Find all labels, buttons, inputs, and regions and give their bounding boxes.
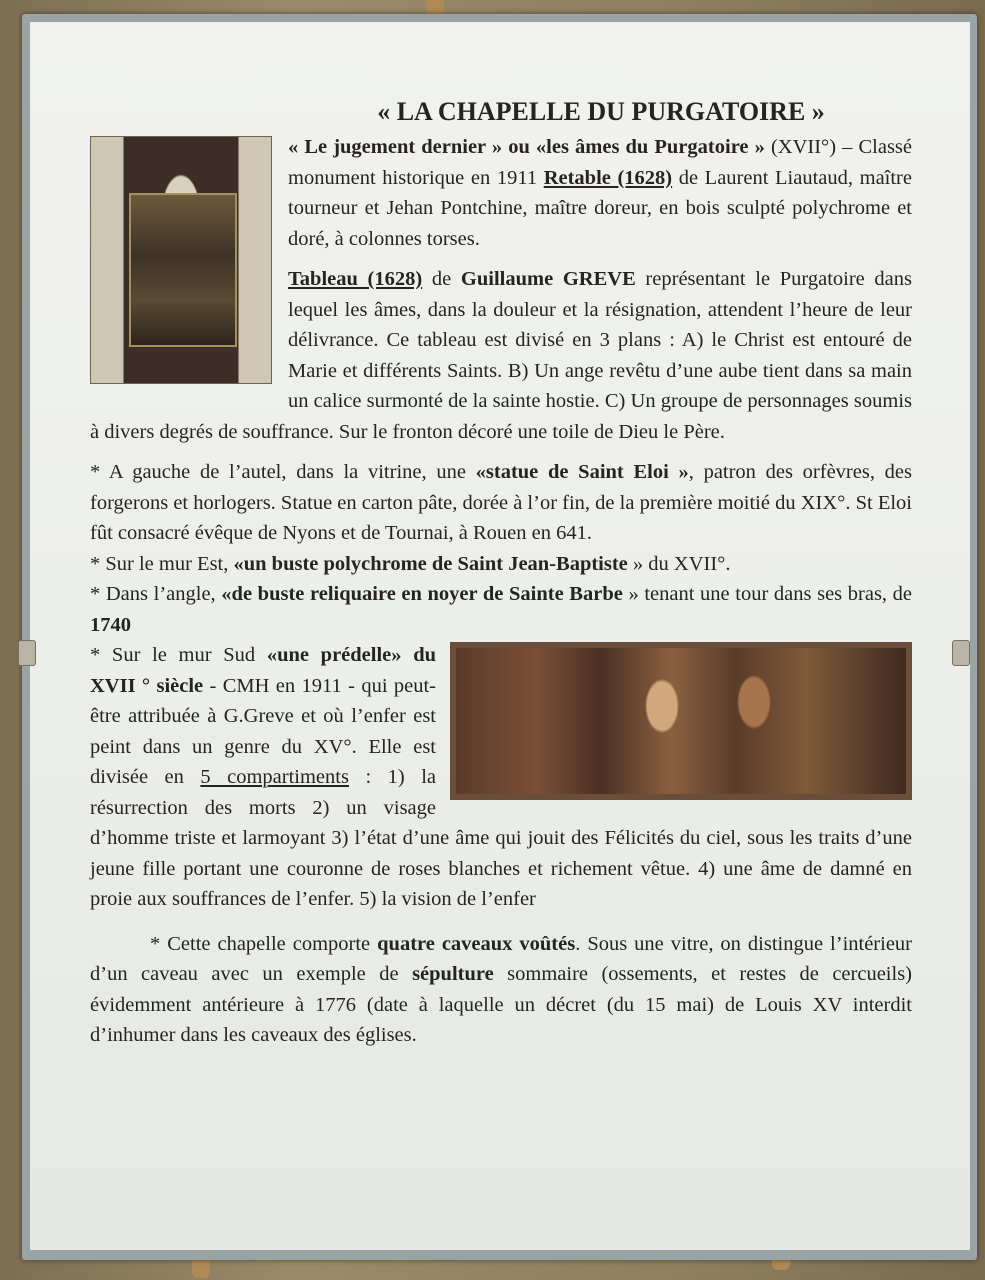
caveaux-pre: * Cette chapelle comporte <box>150 932 378 955</box>
tableau-mid: de <box>422 268 461 290</box>
document-content <box>90 96 912 1051</box>
buste-paragraph <box>90 549 912 580</box>
barbe-year: 1740 <box>90 613 131 636</box>
predelle-mid: - CMH en 1911 - qui peut-être attribuée à G.Greve et où l’enfer est peint dans un genre du XV°. Elle est divisée en <box>90 674 436 788</box>
caveaux-mid: . Sous une vitre, on distingue l’intérieur d’un caveau avec un exemple de <box>90 932 913 985</box>
predelle-post: : 1) la résurrection des morts 2) un visage d’homme triste et larmoyant 3) l’état d’une âme qui jouit des Félicités du ciel, sous les traits d’une jeune fille portant une couronne de roses blanches et richement vêtue. 4) une âme de damné en proie aux souffrances de l’enfer. 5) la vision de l’enfer <box>90 766 912 910</box>
predelle-bold: «une prédelle» du XVII ° siècle <box>90 644 436 697</box>
retable-text: de Laurent Liautaud, maître tourneur et Jehan Pontchine, maître doreur, en bois sculpté polychrome et doré, à colonnes torses. <box>288 166 912 250</box>
intro-line1: (XVII°) – Classé monument historique en 1911 <box>288 136 913 189</box>
predelle-pre: * Sur le mur Sud <box>90 644 267 666</box>
buste-bold: «un buste polychrome de Saint Jean-Baptiste <box>233 552 628 575</box>
intro-heading: « Le jugement dernier » ou «les âmes du Purgatoire » <box>288 136 765 158</box>
eloi-paragraph <box>90 457 912 549</box>
predelle-underline: 5 compartiments <box>200 766 349 788</box>
barbe-paragraph <box>90 579 912 640</box>
caveaux-bold2: sépulture <box>412 963 494 985</box>
barbe-post: » tenant une tour dans ses bras, de <box>622 583 913 605</box>
caveaux-bold1: quatre caveaux voûtés <box>377 932 576 955</box>
clip-left <box>18 640 36 666</box>
eloi-bold: «statue de Saint Eloi » <box>475 461 689 483</box>
page-title: « LA CHAPELLE DU PURGATOIRE » <box>377 97 825 126</box>
tableau-label: Tableau (1628) <box>288 268 423 290</box>
caveaux-post: sommaire (ossements, et restes de cercueils) évidemment antérieure à 1776 (date à laquelle un décret (du 15 mai) de Louis XV interdit d’inhumer dans les caveaux des églises. <box>90 963 912 1046</box>
eloi-post: , patron des orfèvres, des forgerons et horlogers. Statue en carton pâte, dorée à l’or fin, de la première moitié du XIX°. St Eloi fût consacré évêque de Nyons et de Tournai, à Rouen en 641. <box>90 461 912 544</box>
tableau-artist: Guillaume GREVE <box>460 268 636 290</box>
buste-pre: * Sur le mur Est, <box>90 552 234 575</box>
barbe-pre: * Dans l’angle, <box>90 583 222 605</box>
buste-post: » du XVII°. <box>627 552 731 575</box>
retable-photo <box>90 136 272 384</box>
caveaux-paragraph <box>90 929 912 1051</box>
eloi-pre: * A gauche de l’autel, dans la vitrine, une <box>90 461 476 483</box>
barbe-bold: «de buste reliquaire en noyer de Sainte Barbe <box>221 583 623 605</box>
predelle-photo <box>450 642 912 800</box>
retable-label: Retable (1628) <box>543 166 673 189</box>
tableau-text: représentant le Purgatoire dans lequel les âmes, dans la douleur et la résignation, attendent l’heure de leur délivrance. Ce tableau est divisé en 3 plans : A) le Christ est entouré de Marie et différents Saints. B) Un ange revêtu d’une aube tient dans sa main un calice surmonté de la sainte hostie. C) Un groupe de personnages soumis à divers degrés de souffrance. Sur le fronton décoré une toile de Dieu le Père. <box>90 268 913 443</box>
clip-right <box>952 640 970 666</box>
